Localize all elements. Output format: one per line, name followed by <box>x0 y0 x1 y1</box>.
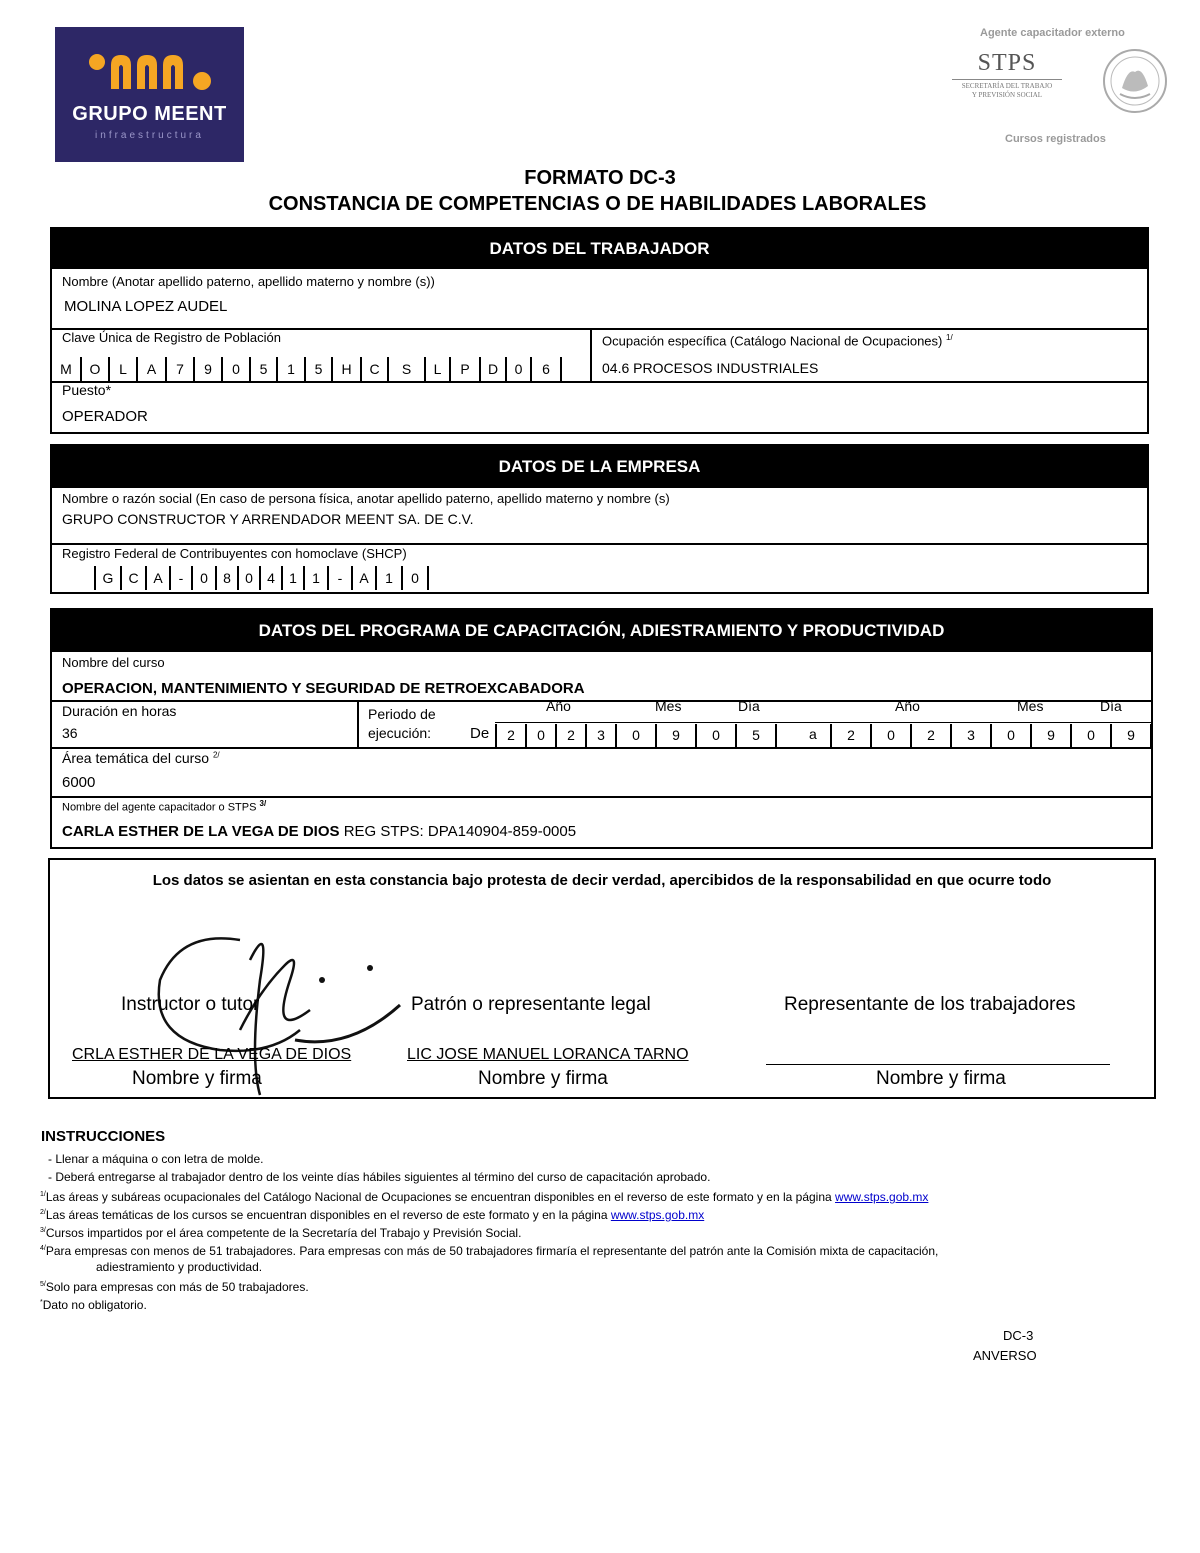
patron-name: LIC JOSE MANUEL LORANCA TARNO <box>407 1046 689 1063</box>
rfc-cell: A <box>353 566 377 590</box>
curp-cell: 7 <box>167 357 195 381</box>
instr-sup-1: 1/ <box>40 1191 46 1198</box>
form-title: FORMATO DC-3 <box>524 167 676 189</box>
inicio-cell: 9 <box>657 724 697 747</box>
curp-cell: L <box>426 357 451 381</box>
logo-subtitle: infraestructura <box>95 130 204 141</box>
instr-text-3: Las áreas y subáreas ocupacionales del Catálogo Nacional de Ocupaciones se encuentran disponibles en el reverso de este formato y en la página <box>45 1190 832 1204</box>
curp-cell: 6 <box>532 357 562 381</box>
fin-cell: 9 <box>1112 724 1152 747</box>
stps-cursos-registrados: Cursos registrados <box>1005 133 1106 145</box>
ocupacion-value: 04.6 PROCESOS INDUSTRIALES <box>602 360 819 376</box>
rfc-cell: 1 <box>377 566 403 590</box>
curp-cell: L <box>110 357 138 381</box>
rfc-cell: 0 <box>403 566 429 590</box>
curp-cell: 0 <box>223 357 251 381</box>
curp-cell: S <box>389 357 426 381</box>
curso-value: OPERACION, MANTENIMIENTO Y SEGURIDAD DE RETROEXCABADORA <box>62 680 585 697</box>
inicio-cell: 2 <box>557 724 587 747</box>
curp-cell: O <box>82 357 110 381</box>
instructor-nombre-firma: Nombre y firma <box>132 1068 262 1089</box>
section-bar-empresa: DATOS DE LA EMPRESA <box>52 446 1147 488</box>
instr-line-1: - Llenar a máquina o con letra de molde. <box>48 1152 264 1166</box>
inicio-cell: 2 <box>497 724 527 747</box>
instr-text-6: Para empresas con menos de 51 trabajadores. Para empresas con más de 50 trabajadores firmaría el representante del patrón ante la Comisión mixta de capacitación, <box>45 1244 939 1258</box>
section-trabajador <box>50 227 1149 434</box>
agente-name: CARLA ESTHER DE LA VEGA DE DIOS <box>62 823 340 840</box>
footer-side: ANVERSO <box>973 1348 1037 1363</box>
fin-cell: 3 <box>952 724 992 747</box>
agente-label <box>62 799 266 814</box>
periodo-de: De <box>470 725 490 742</box>
area-value: 6000 <box>62 774 96 791</box>
rfc-cell: A <box>147 566 171 590</box>
representante-nombre-firma: Nombre y firma <box>876 1068 1006 1089</box>
instr-line-2: - Deberá entregarse al trabajador dentro de los veinte días hábiles siguientes al término del curso de capacitación aprobado. <box>48 1170 711 1184</box>
inicio-date-cells <box>495 724 777 747</box>
rfc-cell: - <box>171 566 193 590</box>
rfc-cell: C <box>122 566 147 590</box>
fin-mes-label: Mes <box>1017 698 1044 714</box>
rfc-cell: 1 <box>305 566 329 590</box>
instr-line-6 <box>40 1240 938 1260</box>
rfc-cell: - <box>329 566 353 590</box>
area-label <box>62 750 220 766</box>
curp-cell: A <box>138 357 167 381</box>
instr-sup-2: 2/ <box>40 1209 46 1216</box>
fin-cell: 0 <box>992 724 1032 747</box>
curp-cells <box>52 357 562 381</box>
curp-cell: H <box>333 357 362 381</box>
instr-line-9 <box>40 1294 147 1314</box>
fin-date-cells <box>830 724 1152 747</box>
inicio-cell: 0 <box>527 724 557 747</box>
empresa-nombre-label: Nombre o razón social (En caso de persona física, anotar apellido paterno, apellido materno y nombre (s) <box>62 491 670 506</box>
instructor-label: Instructor o tutor <box>121 994 260 1015</box>
fin-cell: 0 <box>872 724 912 747</box>
protesta-text: Los datos se asientan en esta constancia bajo protesta de decir verdad, apercibidos de la responsabilidad en que ocurre todo <box>152 872 1052 889</box>
agente-reg: REG STPS: DPA140904-859-0005 <box>343 823 577 840</box>
instr-text-4: Las áreas temáticas de los cursos se encuentran disponibles en el reverso de este formato y en la página <box>45 1208 608 1222</box>
rfc-cell: 8 <box>217 566 239 590</box>
curp-cell: C <box>362 357 389 381</box>
instr-sup-4: 4/ <box>40 1245 46 1252</box>
rfc-label: Registro Federal de Contribuyentes con homoclave (SHCP) <box>62 546 407 561</box>
instr-sup-3: 3/ <box>40 1227 46 1234</box>
nombre-value: MOLINA LOPEZ AUDEL <box>64 298 228 315</box>
inicio-cell: 0 <box>617 724 657 747</box>
curp-cell: 0 <box>507 357 532 381</box>
fin-cell: 9 <box>1032 724 1072 747</box>
rfc-cell: G <box>96 566 122 590</box>
curp-cell: 1 <box>278 357 306 381</box>
rfc-cell: 1 <box>283 566 305 590</box>
rfc-cells <box>72 566 429 590</box>
inicio-dia-label: Día <box>738 698 760 714</box>
patron-nombre-firma: Nombre y firma <box>478 1068 608 1089</box>
rfc-cell <box>72 566 96 590</box>
instr-line-7: adiestramiento y productividad. <box>96 1260 263 1274</box>
empresa-nombre-value: GRUPO CONSTRUCTOR Y ARRENDADOR MEENT SA. DE C.V. <box>62 511 474 527</box>
fin-cell: 2 <box>832 724 872 747</box>
curp-cell: P <box>451 357 481 381</box>
inicio-cell: 3 <box>587 724 617 747</box>
curp-label: Clave Única de Registro de Población <box>62 330 281 345</box>
area-sup: 2/ <box>212 750 220 760</box>
stps-sub1: SECRETARÍA DEL TRABAJO <box>961 82 1053 90</box>
nombre-label: Nombre (Anotar apellido paterno, apellido materno y nombre (s)) <box>62 274 435 289</box>
instr-text-5: Cursos impartidos por el área competente de la Secretaría del Trabajo y Previsión Social. <box>45 1226 522 1240</box>
company-logo <box>55 27 244 162</box>
inicio-mes-label: Mes <box>655 698 682 714</box>
fin-cell: 2 <box>912 724 952 747</box>
stps-link-1[interactable]: www.stps.gob.mx <box>835 1190 929 1204</box>
instr-text-9: Dato no obligatorio. <box>42 1298 147 1312</box>
section-bar-trabajador: DATOS DEL TRABAJADOR <box>52 229 1147 269</box>
instructor-name: CRLA ESTHER DE LA VEGA DE DIOS <box>72 1046 352 1063</box>
instr-line-8 <box>40 1276 309 1296</box>
mexico-seal-icon <box>1102 48 1168 114</box>
footer-code: DC-3 <box>1003 1328 1034 1343</box>
rfc-cell: 0 <box>239 566 261 590</box>
patron-label: Patrón o representante legal <box>411 994 651 1015</box>
representante-label: Representante de los trabajadores <box>784 994 1076 1015</box>
puesto-label: Puesto* <box>62 382 112 398</box>
instrucciones-title: INSTRUCCIONES <box>41 1128 166 1145</box>
fin-cell: 0 <box>1072 724 1112 747</box>
section-programa <box>50 608 1153 849</box>
representante-line <box>766 1064 1110 1065</box>
logo-name: GRUPO MEENT <box>72 103 227 125</box>
area-label-text: Área temática del curso <box>62 750 210 766</box>
instr-line-5 <box>40 1222 521 1242</box>
curp-cell: M <box>52 357 82 381</box>
fin-anio-label: Año <box>895 698 920 714</box>
curp-cell: 9 <box>195 357 223 381</box>
periodo-a: a <box>809 726 817 742</box>
inicio-cell: 0 <box>697 724 737 747</box>
agente-value <box>62 823 576 840</box>
puesto-value: OPERADOR <box>62 408 148 425</box>
stps-logo <box>946 50 1068 100</box>
instr-line-4 <box>40 1204 704 1224</box>
agente-label-text: Nombre del agente capacitador o STPS <box>62 801 257 814</box>
stps-sub2: Y PREVISIÓN SOCIAL <box>971 91 1043 99</box>
periodo-label-2: ejecución: <box>368 725 432 741</box>
instr-text-8: Solo para empresas con más de 50 trabajadores. <box>45 1280 309 1294</box>
curso-label: Nombre del curso <box>62 655 165 670</box>
instr-sup-5: 5/ <box>40 1281 46 1288</box>
form-subtitle: CONSTANCIA DE COMPETENCIAS O DE HABILIDADES LABORALES <box>268 193 927 215</box>
agente-sup: 3/ <box>259 799 267 808</box>
curp-cell: 5 <box>306 357 333 381</box>
duracion-label: Duración en horas <box>62 703 177 719</box>
inicio-anio-label: Año <box>546 698 571 714</box>
section-firmas <box>48 858 1156 1099</box>
curp-cell: D <box>481 357 507 381</box>
stps-tagline: Agente capacitador externo <box>980 27 1125 39</box>
stps-name: STPS <box>977 50 1037 76</box>
instr-line-3 <box>40 1186 928 1206</box>
ocupacion-sup: 1/ <box>946 333 953 342</box>
fin-dia-label: Día <box>1100 698 1122 714</box>
curp-cell: 5 <box>251 357 278 381</box>
meent-mark-icon <box>87 49 217 91</box>
periodo-label-1: Periodo de <box>368 706 436 722</box>
rfc-cell: 0 <box>193 566 217 590</box>
ocupacion-label-text: Ocupación específica (Catálogo Nacional de Ocupaciones) <box>602 333 943 349</box>
inicio-cell: 5 <box>737 724 777 747</box>
ocupacion-label <box>602 333 953 348</box>
rfc-cell: 4 <box>261 566 283 590</box>
section-empresa <box>50 444 1149 594</box>
section-bar-programa: DATOS DEL PROGRAMA DE CAPACITACIÓN, ADIESTRAMIENTO Y PRODUCTIVIDAD <box>52 610 1151 652</box>
instr-sup-6: * <box>40 1299 43 1306</box>
duracion-value: 36 <box>62 725 78 741</box>
stps-link-2[interactable]: www.stps.gob.mx <box>610 1208 705 1222</box>
